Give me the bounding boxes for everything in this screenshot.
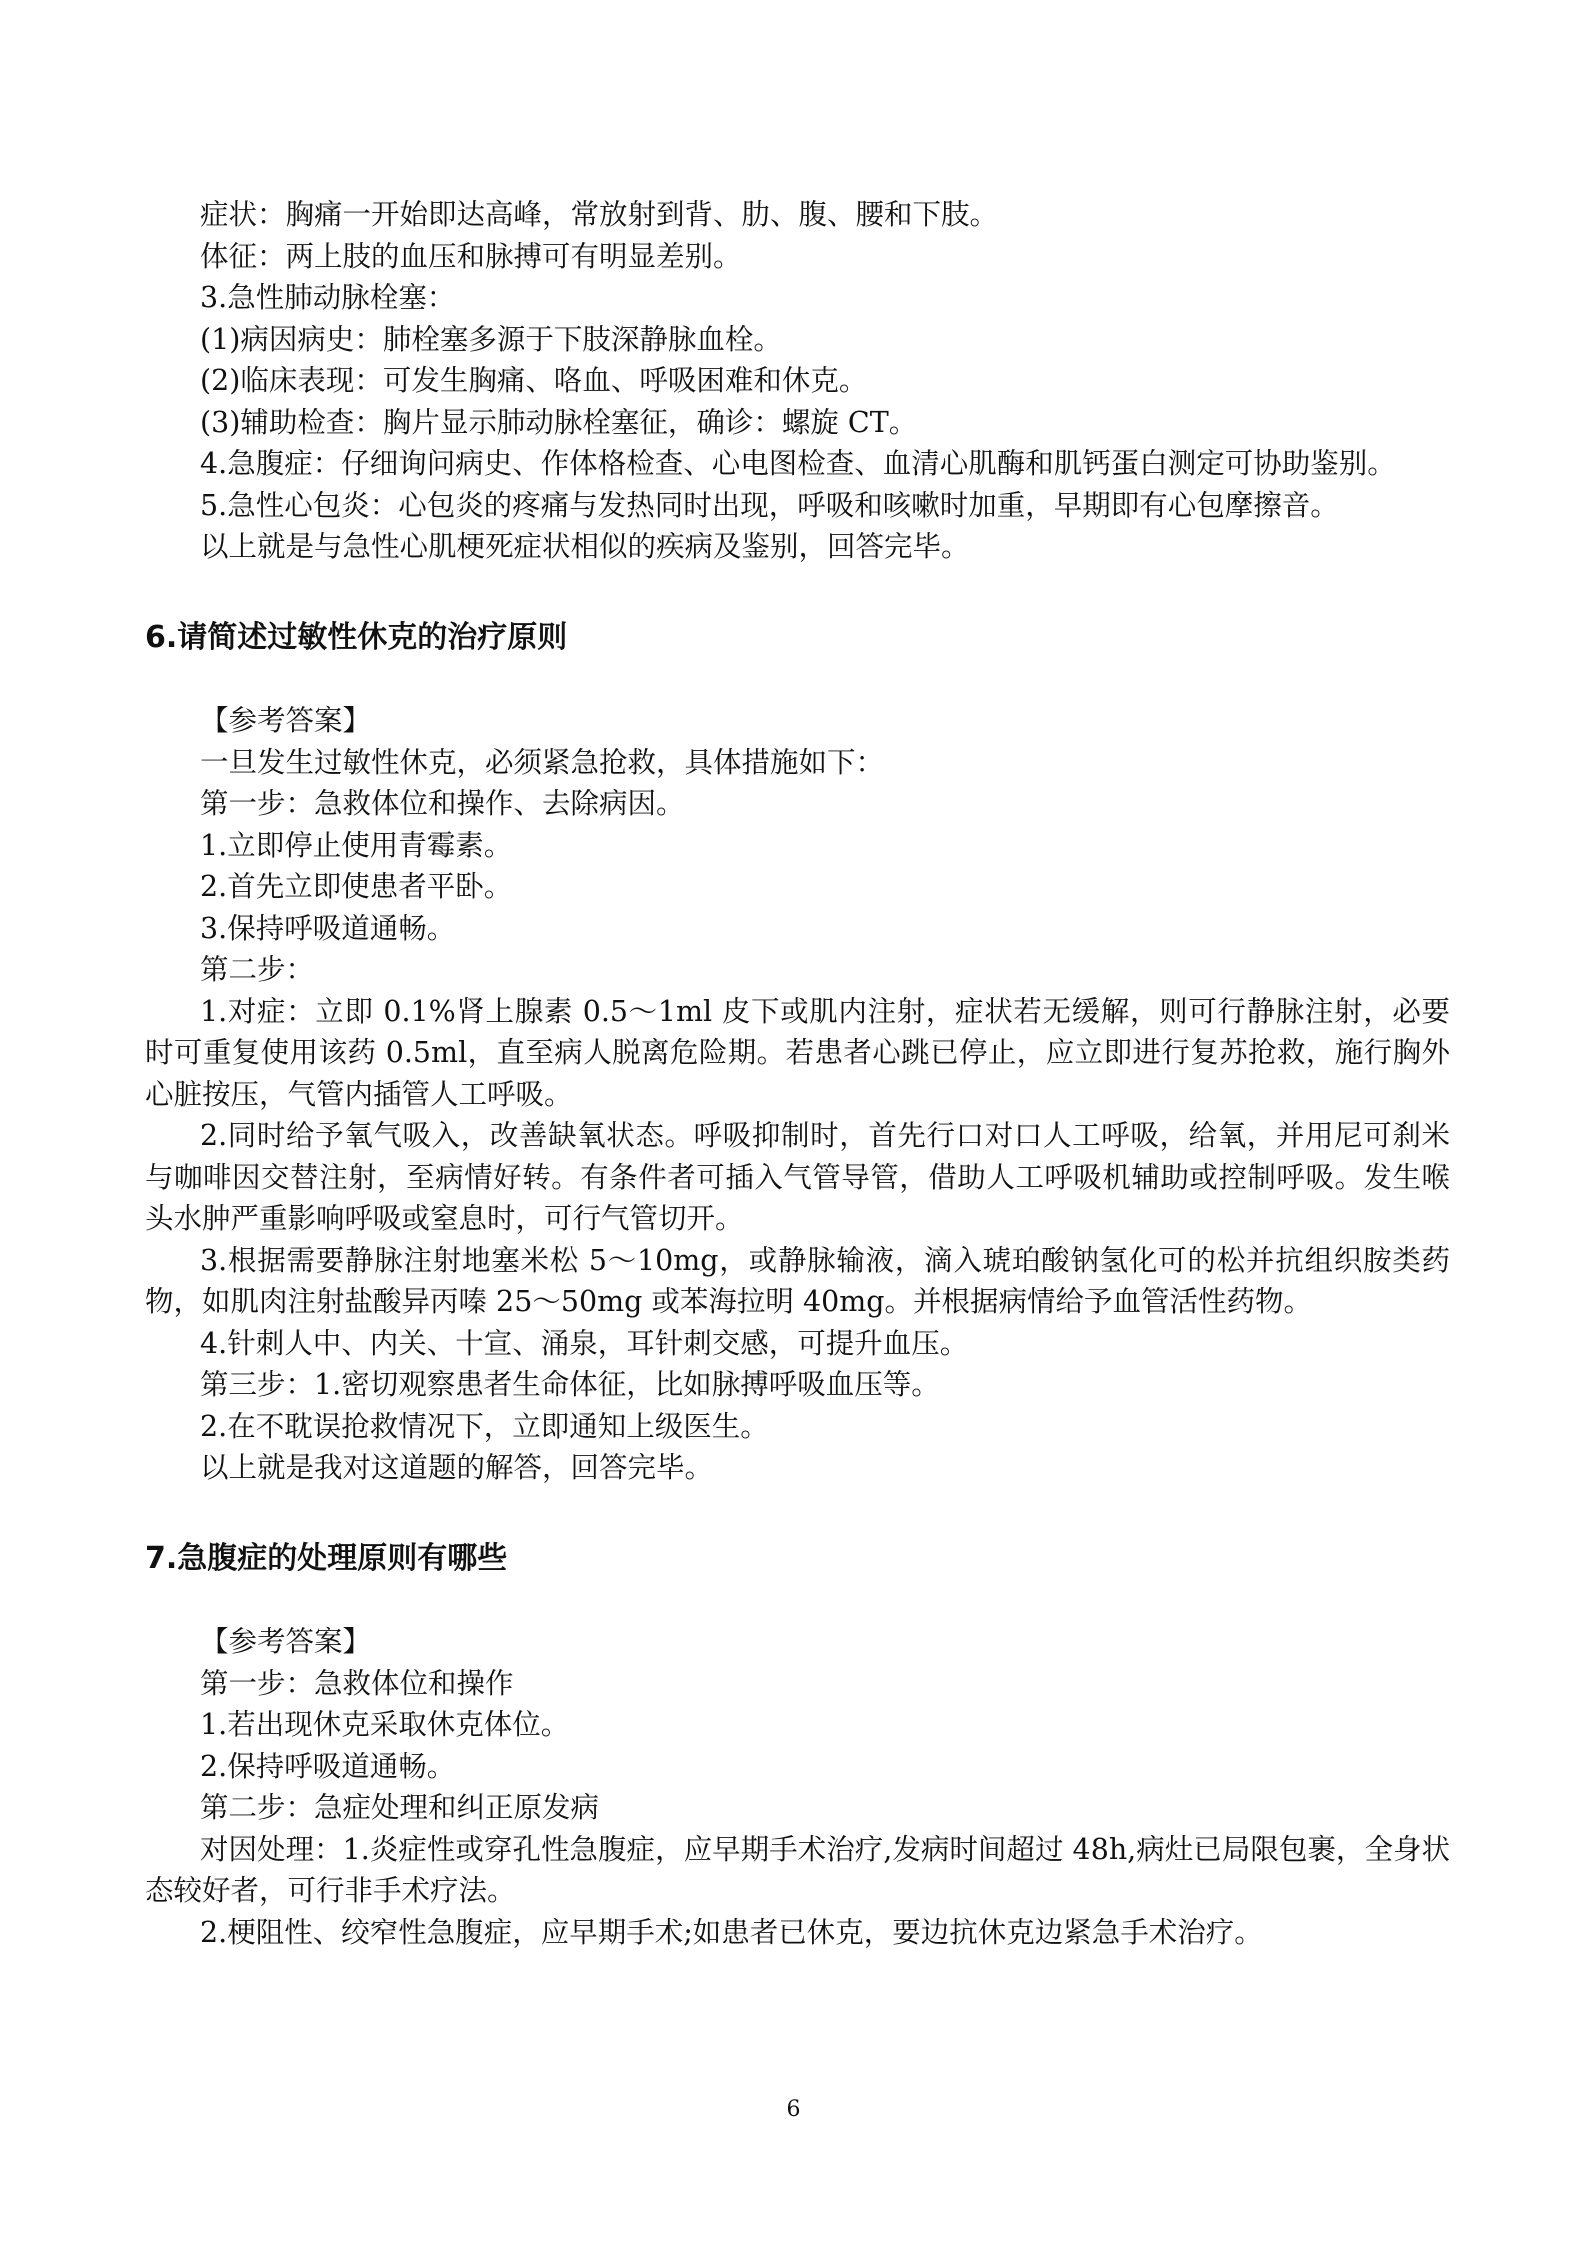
spacer — [145, 658, 1450, 700]
paragraph: 第一步：急救体位和操作、去除病因。 — [200, 787, 685, 820]
spacer — [145, 1579, 1450, 1621]
paragraph: 2.同时给予氧气吸入，改善缺氧状态。呼吸抑制时，首先行口对口人工呼吸，给氧，并用尼可刹米与咖啡因交替注射，至病情好转。有条件者可插入气管导管，借助人工呼吸机辅助或控制呼吸。发生喉头水肿严重影响呼吸或窒息时，可行气管切开。 — [145, 1119, 1450, 1235]
paragraph: 以上就是与急性心肌梗死症状相似的疾病及鉴别，回答完毕。 — [200, 530, 970, 563]
paragraph: 第三步：1.密切观察患者生命体征，比如脉搏呼吸血压等。 — [200, 1368, 940, 1401]
paragraph: 3.保持呼吸道通畅。 — [200, 911, 456, 945]
paragraph: 2.梗阻性、绞窄性急腹症，应早期手术;如患者已休克，要边抗休克边紧急手术治疗。 — [200, 1915, 1263, 1949]
paragraph: 第一步：急救体位和操作 — [200, 1666, 514, 1700]
paragraph: (2)临床表现：可发生胸痛、咯血、呼吸困难和休克。 — [200, 364, 868, 397]
paragraph: 对因处理：1.炎症性或穿孔性急腹症，应早期手术治疗,发病时间超过 48h,病灶已局限包裹，全身状态较好者，可行非手术疗法。 — [145, 1832, 1450, 1907]
paragraph: 1.立即停止使用青霉素。 — [200, 828, 513, 862]
paragraph: 1.对症：立即 0.1%肾上腺素 0.5～1ml 皮下或肌内注射，症状若无缓解，则可行静脉注射，必要时可重复使用该药 0.5ml，直至病人脱离危险期。若患者心跳已停止，应立即进行复苏抢救，施行胸外心脏按压，气管内插管人工呼吸。 — [145, 994, 1450, 1111]
paragraph: (1)病因病史：肺栓塞多源于下肢深静脉血栓。 — [200, 322, 782, 356]
spacer — [145, 568, 1450, 617]
paragraph: 3.根据需要静脉注射地塞米松 5～10mg，或静脉输液，滴入琥珀酸钠氢化可的松并抗组织胺类药物，如肌肉注射盐酸异丙嗪 25～50mg 或苯海拉明 40mg。并根据病情给予血管活性药物。 — [145, 1243, 1450, 1318]
paragraph: 体征：两上肢的血压和脉搏可有明显差别。 — [200, 239, 742, 273]
paragraph: 2.保持呼吸道通畅。 — [200, 1749, 456, 1783]
paragraph: 1.若出现休克采取休克体位。 — [200, 1708, 570, 1741]
paragraph: (3)辅助检查：胸片显示肺动脉栓塞征，确诊：螺旋 CT。 — [200, 405, 918, 439]
paragraph: 第二步：急症处理和纠正原发病 — [200, 1791, 600, 1824]
paragraph: 4.急腹症：仔细询问病史、作体格检查、心电图检查、血清心肌酶和肌钙蛋白测定可协助鉴别。 — [200, 447, 1396, 480]
paragraph: 5.急性心包炎：心包炎的疼痛与发热同时出现，呼吸和咳嗽时加重，早期即有心包摩擦音。 — [200, 488, 1339, 522]
paragraph: 4.针刺人中、内关、十宣、涌泉，耳针刺交感，可提升血压。 — [200, 1326, 969, 1360]
page-body — [145, 194, 1450, 1953]
question-heading: 7.急腹症的处理原则有哪些 — [145, 1540, 508, 1576]
paragraph: 3.急性肺动脉栓塞： — [200, 281, 456, 314]
spacer — [145, 1489, 1450, 1538]
paragraph: 症状：胸痛一开始即达高峰，常放射到背、肋、腹、腰和下肢。 — [200, 198, 999, 231]
paragraph: 2.在不耽误抢救情况下，立即通知上级医生。 — [200, 1409, 769, 1443]
paragraph: 一旦发生过敏性休克，必须紧急抢救，具体措施如下： — [200, 745, 885, 779]
paragraph: 以上就是我对这道题的解答，回答完毕。 — [200, 1451, 714, 1484]
paragraph: 【参考答案】 — [200, 704, 372, 737]
paragraph: 2.首先立即使患者平卧。 — [200, 870, 513, 903]
paragraph: 第二步： — [200, 953, 315, 986]
paragraph: 【参考答案】 — [200, 1625, 372, 1658]
page-number: 6 — [786, 2097, 801, 2122]
question-heading: 6.请简述过敏性休克的治疗原则 — [145, 619, 568, 655]
